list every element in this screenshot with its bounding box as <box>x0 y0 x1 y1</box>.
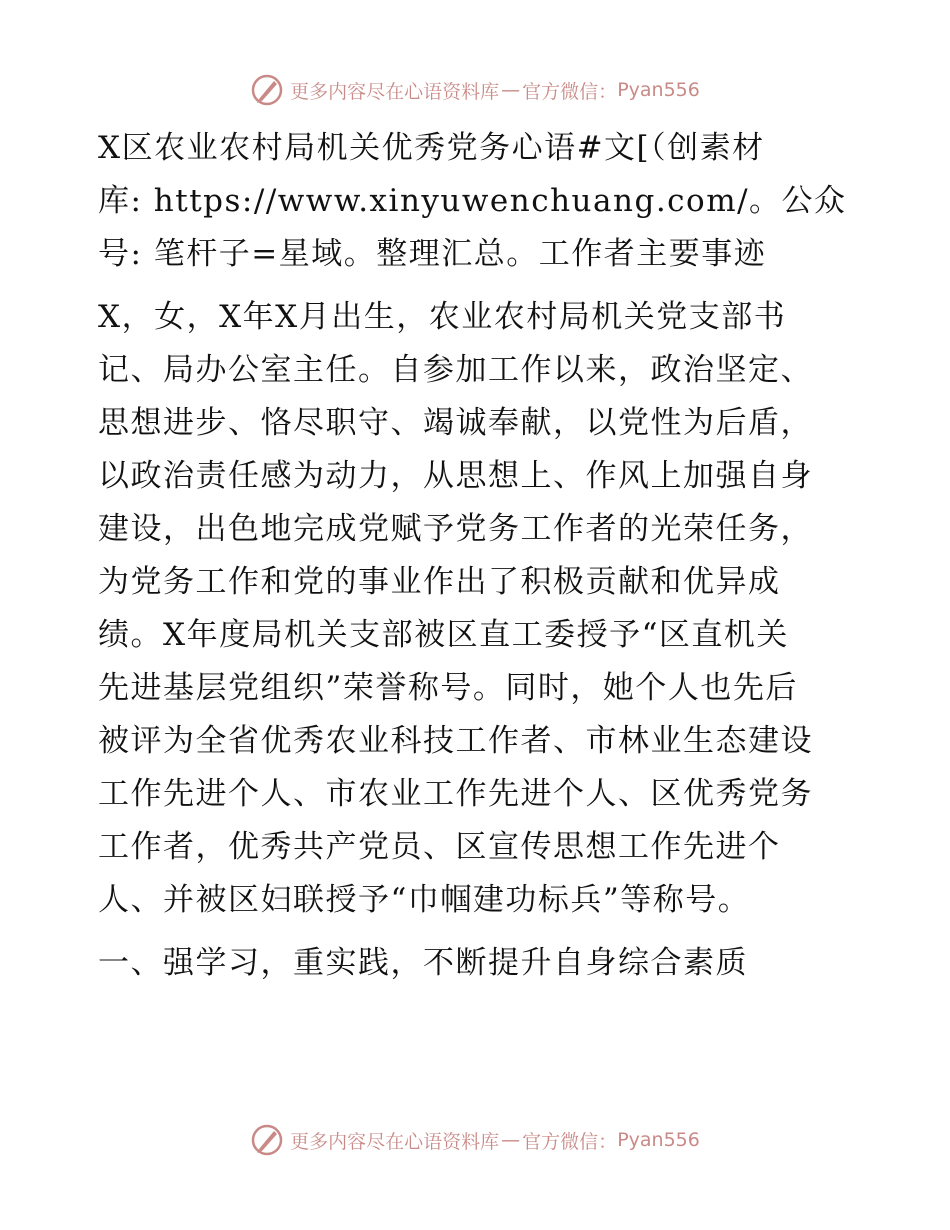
watermark-wechat-label: 官方微信： <box>522 1130 618 1153</box>
title-line: 号: 笔杆子=星域。整理汇总。工作者主要事迹 <box>98 236 767 272</box>
body-line: 建设，出色地完成党赋予党务工作者的光荣任务， <box>98 511 813 547</box>
header-watermark <box>0 70 950 110</box>
body-line: 工作先进个人、市农业工作先进个人、区优秀党务 <box>98 776 813 812</box>
quill-pen-seal-icon <box>250 1123 284 1157</box>
watermark-wechat-label: 官方微信： <box>522 80 618 103</box>
body-line: 思想进步、恪尽职守、竭诚奉献，以党性为后盾， <box>98 405 813 441</box>
watermark-separator: — <box>501 79 521 101</box>
document-body <box>98 122 858 990</box>
footer-watermark <box>0 1120 950 1160</box>
body-line: 记、局办公室主任。自参加工作以来，政治坚定、 <box>98 352 813 388</box>
body-line: 绩。X年度局机关支部被区直工委授予“区直机关 <box>98 617 789 653</box>
title-line: X区农业农村局机关优秀党务心语#文[（创素材 <box>98 130 765 166</box>
body-line: 先进基层党组织”荣誉称号。同时，她个人也先后 <box>98 670 798 706</box>
body-line: X，女，X年X月出生，农业农村局机关党支部书 <box>98 299 787 335</box>
title-line: 库: https://www.xinyuwenchuang.com/。公众 <box>98 183 847 219</box>
body-line: 人、并被区妇联授予“巾帼建功标兵”等称号。 <box>98 882 751 918</box>
watermark-text: 更多内容尽在心语资料库 <box>290 1130 500 1153</box>
section-heading <box>98 937 858 990</box>
section-heading-text: 一、强学习，重实践，不断提升自身综合素质 <box>98 945 748 981</box>
body-line: 工作者，优秀共产党员、区宣传思想工作先进个 <box>98 829 781 865</box>
watermark-separator: — <box>501 1129 521 1151</box>
watermark-account: Pyan556 <box>617 79 700 101</box>
watermark-text: 更多内容尽在心语资料库 <box>290 80 500 103</box>
document-title <box>98 122 858 281</box>
quill-pen-seal-icon <box>250 73 284 107</box>
body-line: 被评为全省优秀农业科技工作者、市林业生态建设 <box>98 723 813 759</box>
watermark-account: Pyan556 <box>617 1129 700 1151</box>
body-paragraph <box>98 291 858 927</box>
body-line: 以政治责任感为动力，从思想上、作风上加强自身 <box>98 458 813 494</box>
body-line: 为党务工作和党的事业作出了积极贡献和优异成 <box>98 564 781 600</box>
